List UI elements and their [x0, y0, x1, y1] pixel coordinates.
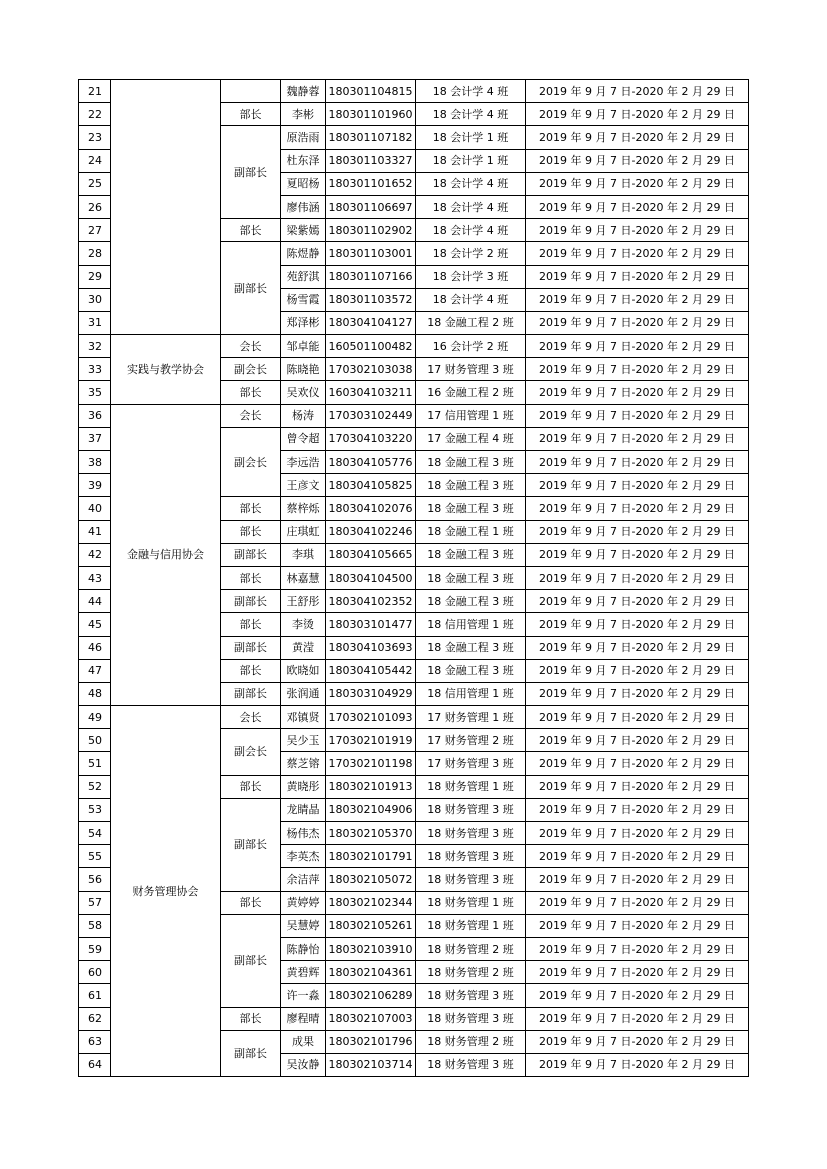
- row-number-cell: 57: [79, 891, 111, 914]
- row-number-cell: 23: [79, 126, 111, 149]
- row-number-cell: 58: [79, 914, 111, 937]
- term-cell: 2019 年 9 月 7 日-2020 年 2 月 29 日: [526, 103, 749, 126]
- student-id-cell: 170303102449: [326, 404, 416, 427]
- position-cell: 副会长: [221, 729, 281, 775]
- name-cell: 陈晓艳: [281, 358, 326, 381]
- term-cell: 2019 年 9 月 7 日-2020 年 2 月 29 日: [526, 613, 749, 636]
- term-cell: 2019 年 9 月 7 日-2020 年 2 月 29 日: [526, 845, 749, 868]
- term-cell: 2019 年 9 月 7 日-2020 年 2 月 29 日: [526, 937, 749, 960]
- name-cell: 庄琪虹: [281, 520, 326, 543]
- student-id-cell: 180302102344: [326, 891, 416, 914]
- row-number-cell: 61: [79, 984, 111, 1007]
- name-cell: 邹卓能: [281, 335, 326, 358]
- name-cell: 廖程晴: [281, 1007, 326, 1030]
- student-id-cell: 180301103572: [326, 288, 416, 311]
- student-id-cell: 180304105825: [326, 474, 416, 497]
- name-cell: 李远浩: [281, 451, 326, 474]
- row-number-cell: 27: [79, 219, 111, 242]
- class-cell: 18 金融工程 3 班: [416, 451, 526, 474]
- name-cell: 李英杰: [281, 845, 326, 868]
- term-cell: 2019 年 9 月 7 日-2020 年 2 月 29 日: [526, 451, 749, 474]
- row-number-cell: 40: [79, 497, 111, 520]
- position-cell: 副部长: [221, 543, 281, 566]
- position-cell: 会长: [221, 335, 281, 358]
- organization-cell: 实践与教学协会: [111, 335, 221, 405]
- table-row: [79, 80, 749, 103]
- position-cell: 副会长: [221, 358, 281, 381]
- term-cell: 2019 年 9 月 7 日-2020 年 2 月 29 日: [526, 984, 749, 1007]
- row-number-cell: 25: [79, 172, 111, 195]
- name-cell: 杜东泽: [281, 149, 326, 172]
- term-cell: 2019 年 9 月 7 日-2020 年 2 月 29 日: [526, 242, 749, 265]
- name-cell: 苑舒淇: [281, 265, 326, 288]
- position-cell: 副部长: [221, 126, 281, 219]
- name-cell: 廖伟涵: [281, 195, 326, 218]
- term-cell: 2019 年 9 月 7 日-2020 年 2 月 29 日: [526, 288, 749, 311]
- row-number-cell: 60: [79, 961, 111, 984]
- student-id-cell: 170302101198: [326, 752, 416, 775]
- position-cell: 部长: [221, 103, 281, 126]
- name-cell: 吴欢仪: [281, 381, 326, 404]
- name-cell: 黄婷婷: [281, 891, 326, 914]
- student-id-cell: 180304105442: [326, 659, 416, 682]
- name-cell: 龙睛晶: [281, 798, 326, 821]
- class-cell: 18 财务管理 3 班: [416, 822, 526, 845]
- name-cell: 杨涛: [281, 404, 326, 427]
- position-cell: 副部长: [221, 590, 281, 613]
- row-number-cell: 47: [79, 659, 111, 682]
- name-cell: 李烫: [281, 613, 326, 636]
- row-number-cell: 44: [79, 590, 111, 613]
- position-cell: 副部长: [221, 1030, 281, 1076]
- position-cell: 会长: [221, 706, 281, 729]
- class-cell: 18 金融工程 3 班: [416, 543, 526, 566]
- position-cell: 部长: [221, 520, 281, 543]
- student-id-cell: 180301103001: [326, 242, 416, 265]
- term-cell: 2019 年 9 月 7 日-2020 年 2 月 29 日: [526, 1053, 749, 1076]
- student-id-cell: 180302105370: [326, 822, 416, 845]
- name-cell: 原浩雨: [281, 126, 326, 149]
- class-cell: 18 会计学 4 班: [416, 219, 526, 242]
- class-cell: 18 金融工程 3 班: [416, 497, 526, 520]
- class-cell: 18 财务管理 3 班: [416, 1007, 526, 1030]
- name-cell: 余洁萍: [281, 868, 326, 891]
- organization-cell: 金融与信用协会: [111, 404, 221, 705]
- row-number-cell: 32: [79, 335, 111, 358]
- student-id-cell: 180304104500: [326, 566, 416, 589]
- class-cell: 18 会计学 4 班: [416, 195, 526, 218]
- term-cell: 2019 年 9 月 7 日-2020 年 2 月 29 日: [526, 775, 749, 798]
- name-cell: 陈煜静: [281, 242, 326, 265]
- term-cell: 2019 年 9 月 7 日-2020 年 2 月 29 日: [526, 868, 749, 891]
- class-cell: 16 金融工程 2 班: [416, 381, 526, 404]
- name-cell: 陈静怡: [281, 937, 326, 960]
- student-id-cell: 180301107182: [326, 126, 416, 149]
- row-number-cell: 43: [79, 566, 111, 589]
- row-number-cell: 50: [79, 729, 111, 752]
- term-cell: 2019 年 9 月 7 日-2020 年 2 月 29 日: [526, 172, 749, 195]
- class-cell: 18 信用管理 1 班: [416, 613, 526, 636]
- student-id-cell: 180302101791: [326, 845, 416, 868]
- term-cell: 2019 年 9 月 7 日-2020 年 2 月 29 日: [526, 427, 749, 450]
- class-cell: 17 金融工程 4 班: [416, 427, 526, 450]
- term-cell: 2019 年 9 月 7 日-2020 年 2 月 29 日: [526, 381, 749, 404]
- student-id-cell: 160501100482: [326, 335, 416, 358]
- name-cell: 魏静蓉: [281, 80, 326, 103]
- class-cell: 18 会计学 4 班: [416, 80, 526, 103]
- class-cell: 17 信用管理 1 班: [416, 404, 526, 427]
- row-number-cell: 42: [79, 543, 111, 566]
- class-cell: 18 金融工程 3 班: [416, 566, 526, 589]
- class-cell: 18 金融工程 3 班: [416, 636, 526, 659]
- name-cell: 杨伟杰: [281, 822, 326, 845]
- row-number-cell: 46: [79, 636, 111, 659]
- position-cell: 副部长: [221, 798, 281, 891]
- row-number-cell: 64: [79, 1053, 111, 1076]
- name-cell: 曾令超: [281, 427, 326, 450]
- term-cell: 2019 年 9 月 7 日-2020 年 2 月 29 日: [526, 474, 749, 497]
- name-cell: 梁紫嫣: [281, 219, 326, 242]
- student-id-cell: 180301101652: [326, 172, 416, 195]
- student-id-cell: 180302106289: [326, 984, 416, 1007]
- term-cell: 2019 年 9 月 7 日-2020 年 2 月 29 日: [526, 1030, 749, 1053]
- term-cell: 2019 年 9 月 7 日-2020 年 2 月 29 日: [526, 543, 749, 566]
- name-cell: 蔡芝镕: [281, 752, 326, 775]
- name-cell: 吴慧婷: [281, 914, 326, 937]
- class-cell: 18 财务管理 1 班: [416, 775, 526, 798]
- student-id-cell: 180301106697: [326, 195, 416, 218]
- class-cell: 18 财务管理 1 班: [416, 891, 526, 914]
- student-id-cell: 180302105072: [326, 868, 416, 891]
- row-number-cell: 21: [79, 80, 111, 103]
- term-cell: 2019 年 9 月 7 日-2020 年 2 月 29 日: [526, 590, 749, 613]
- row-number-cell: 30: [79, 288, 111, 311]
- student-id-cell: 180302104906: [326, 798, 416, 821]
- row-number-cell: 26: [79, 195, 111, 218]
- name-cell: 李琪: [281, 543, 326, 566]
- position-cell: [221, 80, 281, 103]
- class-cell: 18 财务管理 3 班: [416, 845, 526, 868]
- class-cell: 18 会计学 4 班: [416, 172, 526, 195]
- term-cell: 2019 年 9 月 7 日-2020 年 2 月 29 日: [526, 219, 749, 242]
- student-id-cell: 180302101913: [326, 775, 416, 798]
- class-cell: 18 财务管理 2 班: [416, 1030, 526, 1053]
- row-number-cell: 62: [79, 1007, 111, 1030]
- name-cell: 张润通: [281, 682, 326, 705]
- position-cell: 部长: [221, 566, 281, 589]
- student-id-cell: 180301104815: [326, 80, 416, 103]
- term-cell: 2019 年 9 月 7 日-2020 年 2 月 29 日: [526, 497, 749, 520]
- student-id-cell: 180302103714: [326, 1053, 416, 1076]
- position-cell: 部长: [221, 381, 281, 404]
- position-cell: 副会长: [221, 427, 281, 497]
- position-cell: 会长: [221, 404, 281, 427]
- class-cell: 18 金融工程 2 班: [416, 311, 526, 334]
- row-number-cell: 37: [79, 427, 111, 450]
- class-cell: 18 会计学 1 班: [416, 126, 526, 149]
- class-cell: 18 财务管理 1 班: [416, 914, 526, 937]
- row-number-cell: 48: [79, 682, 111, 705]
- class-cell: 18 财务管理 2 班: [416, 937, 526, 960]
- student-id-cell: 180301101960: [326, 103, 416, 126]
- name-cell: 林嘉慧: [281, 566, 326, 589]
- term-cell: 2019 年 9 月 7 日-2020 年 2 月 29 日: [526, 126, 749, 149]
- table-body: [79, 80, 749, 1077]
- term-cell: 2019 年 9 月 7 日-2020 年 2 月 29 日: [526, 752, 749, 775]
- term-cell: 2019 年 9 月 7 日-2020 年 2 月 29 日: [526, 80, 749, 103]
- name-cell: 邓镇贤: [281, 706, 326, 729]
- position-cell: 部长: [221, 1007, 281, 1030]
- term-cell: 2019 年 9 月 7 日-2020 年 2 月 29 日: [526, 706, 749, 729]
- row-number-cell: 22: [79, 103, 111, 126]
- student-id-cell: 180302101796: [326, 1030, 416, 1053]
- position-cell: 部长: [221, 497, 281, 520]
- name-cell: 蔡梓烁: [281, 497, 326, 520]
- position-cell: 副部长: [221, 682, 281, 705]
- term-cell: 2019 年 9 月 7 日-2020 年 2 月 29 日: [526, 636, 749, 659]
- name-cell: 成果: [281, 1030, 326, 1053]
- term-cell: 2019 年 9 月 7 日-2020 年 2 月 29 日: [526, 914, 749, 937]
- table-row: [79, 404, 749, 427]
- row-number-cell: 36: [79, 404, 111, 427]
- student-id-cell: 180302107003: [326, 1007, 416, 1030]
- name-cell: 杨雪霞: [281, 288, 326, 311]
- student-id-cell: 180303104929: [326, 682, 416, 705]
- row-number-cell: 55: [79, 845, 111, 868]
- table-row: [79, 706, 749, 729]
- class-cell: 18 会计学 2 班: [416, 242, 526, 265]
- position-cell: 部长: [221, 891, 281, 914]
- row-number-cell: 52: [79, 775, 111, 798]
- row-number-cell: 54: [79, 822, 111, 845]
- row-number-cell: 51: [79, 752, 111, 775]
- class-cell: 18 金融工程 3 班: [416, 474, 526, 497]
- position-cell: 部长: [221, 219, 281, 242]
- student-id-cell: 180304105776: [326, 451, 416, 474]
- name-cell: 王彦文: [281, 474, 326, 497]
- student-id-cell: 180301103327: [326, 149, 416, 172]
- class-cell: 18 财务管理 3 班: [416, 798, 526, 821]
- student-id-cell: 170302103038: [326, 358, 416, 381]
- student-id-cell: 180301107166: [326, 265, 416, 288]
- term-cell: 2019 年 9 月 7 日-2020 年 2 月 29 日: [526, 891, 749, 914]
- row-number-cell: 39: [79, 474, 111, 497]
- student-id-cell: 180302103910: [326, 937, 416, 960]
- student-id-cell: 170302101093: [326, 706, 416, 729]
- term-cell: 2019 年 9 月 7 日-2020 年 2 月 29 日: [526, 311, 749, 334]
- class-cell: 18 会计学 3 班: [416, 265, 526, 288]
- position-cell: 部长: [221, 613, 281, 636]
- student-id-cell: 180304102246: [326, 520, 416, 543]
- organization-cell: [111, 80, 221, 335]
- row-number-cell: 24: [79, 149, 111, 172]
- position-cell: 部长: [221, 659, 281, 682]
- name-cell: 黄滢: [281, 636, 326, 659]
- term-cell: 2019 年 9 月 7 日-2020 年 2 月 29 日: [526, 520, 749, 543]
- row-number-cell: 29: [79, 265, 111, 288]
- name-cell: 吴汝静: [281, 1053, 326, 1076]
- student-id-cell: 180304102352: [326, 590, 416, 613]
- row-number-cell: 35: [79, 381, 111, 404]
- term-cell: 2019 年 9 月 7 日-2020 年 2 月 29 日: [526, 335, 749, 358]
- class-cell: 16 会计学 2 班: [416, 335, 526, 358]
- organization-cell: 财务管理协会: [111, 706, 221, 1077]
- row-number-cell: 41: [79, 520, 111, 543]
- term-cell: 2019 年 9 月 7 日-2020 年 2 月 29 日: [526, 265, 749, 288]
- name-cell: 黄晓彤: [281, 775, 326, 798]
- table-row: [79, 335, 749, 358]
- row-number-cell: 53: [79, 798, 111, 821]
- row-number-cell: 59: [79, 937, 111, 960]
- row-number-cell: 28: [79, 242, 111, 265]
- term-cell: 2019 年 9 月 7 日-2020 年 2 月 29 日: [526, 195, 749, 218]
- student-id-cell: 170302101919: [326, 729, 416, 752]
- class-cell: 18 金融工程 3 班: [416, 659, 526, 682]
- row-number-cell: 31: [79, 311, 111, 334]
- student-id-cell: 180301102902: [326, 219, 416, 242]
- term-cell: 2019 年 9 月 7 日-2020 年 2 月 29 日: [526, 1007, 749, 1030]
- term-cell: 2019 年 9 月 7 日-2020 年 2 月 29 日: [526, 729, 749, 752]
- term-cell: 2019 年 9 月 7 日-2020 年 2 月 29 日: [526, 149, 749, 172]
- row-number-cell: 56: [79, 868, 111, 891]
- name-cell: 王舒彤: [281, 590, 326, 613]
- class-cell: 18 信用管理 1 班: [416, 682, 526, 705]
- name-cell: 欧晓如: [281, 659, 326, 682]
- row-number-cell: 63: [79, 1030, 111, 1053]
- name-cell: 李彬: [281, 103, 326, 126]
- class-cell: 18 会计学 1 班: [416, 149, 526, 172]
- student-id-cell: 170304103220: [326, 427, 416, 450]
- class-cell: 17 财务管理 2 班: [416, 729, 526, 752]
- student-id-cell: 180304103693: [326, 636, 416, 659]
- name-cell: 许一淼: [281, 984, 326, 1007]
- student-id-cell: 180304102076: [326, 497, 416, 520]
- student-id-cell: 180304104127: [326, 311, 416, 334]
- class-cell: 18 金融工程 3 班: [416, 590, 526, 613]
- class-cell: 18 财务管理 3 班: [416, 1053, 526, 1076]
- class-cell: 18 会计学 4 班: [416, 288, 526, 311]
- student-id-cell: 160304103211: [326, 381, 416, 404]
- class-cell: 18 财务管理 3 班: [416, 984, 526, 1007]
- term-cell: 2019 年 9 月 7 日-2020 年 2 月 29 日: [526, 404, 749, 427]
- row-number-cell: 49: [79, 706, 111, 729]
- class-cell: 17 财务管理 3 班: [416, 358, 526, 381]
- class-cell: 18 财务管理 2 班: [416, 961, 526, 984]
- term-cell: 2019 年 9 月 7 日-2020 年 2 月 29 日: [526, 659, 749, 682]
- class-cell: 17 财务管理 1 班: [416, 706, 526, 729]
- student-id-cell: 180303101477: [326, 613, 416, 636]
- name-cell: 吴少玉: [281, 729, 326, 752]
- term-cell: 2019 年 9 月 7 日-2020 年 2 月 29 日: [526, 822, 749, 845]
- class-cell: 17 财务管理 3 班: [416, 752, 526, 775]
- position-cell: 副部长: [221, 242, 281, 335]
- student-id-cell: 180302105261: [326, 914, 416, 937]
- row-number-cell: 45: [79, 613, 111, 636]
- class-cell: 18 财务管理 3 班: [416, 868, 526, 891]
- name-cell: 黄碧辉: [281, 961, 326, 984]
- position-cell: 部长: [221, 775, 281, 798]
- name-cell: 夏昭杨: [281, 172, 326, 195]
- position-cell: 副部长: [221, 914, 281, 1007]
- term-cell: 2019 年 9 月 7 日-2020 年 2 月 29 日: [526, 566, 749, 589]
- term-cell: 2019 年 9 月 7 日-2020 年 2 月 29 日: [526, 961, 749, 984]
- member-table: [78, 79, 749, 1077]
- class-cell: 18 会计学 4 班: [416, 103, 526, 126]
- row-number-cell: 33: [79, 358, 111, 381]
- position-cell: 副部长: [221, 636, 281, 659]
- term-cell: 2019 年 9 月 7 日-2020 年 2 月 29 日: [526, 798, 749, 821]
- student-id-cell: 180304105665: [326, 543, 416, 566]
- name-cell: 郑泽彬: [281, 311, 326, 334]
- term-cell: 2019 年 9 月 7 日-2020 年 2 月 29 日: [526, 358, 749, 381]
- term-cell: 2019 年 9 月 7 日-2020 年 2 月 29 日: [526, 682, 749, 705]
- student-id-cell: 180302104361: [326, 961, 416, 984]
- class-cell: 18 金融工程 1 班: [416, 520, 526, 543]
- row-number-cell: 38: [79, 451, 111, 474]
